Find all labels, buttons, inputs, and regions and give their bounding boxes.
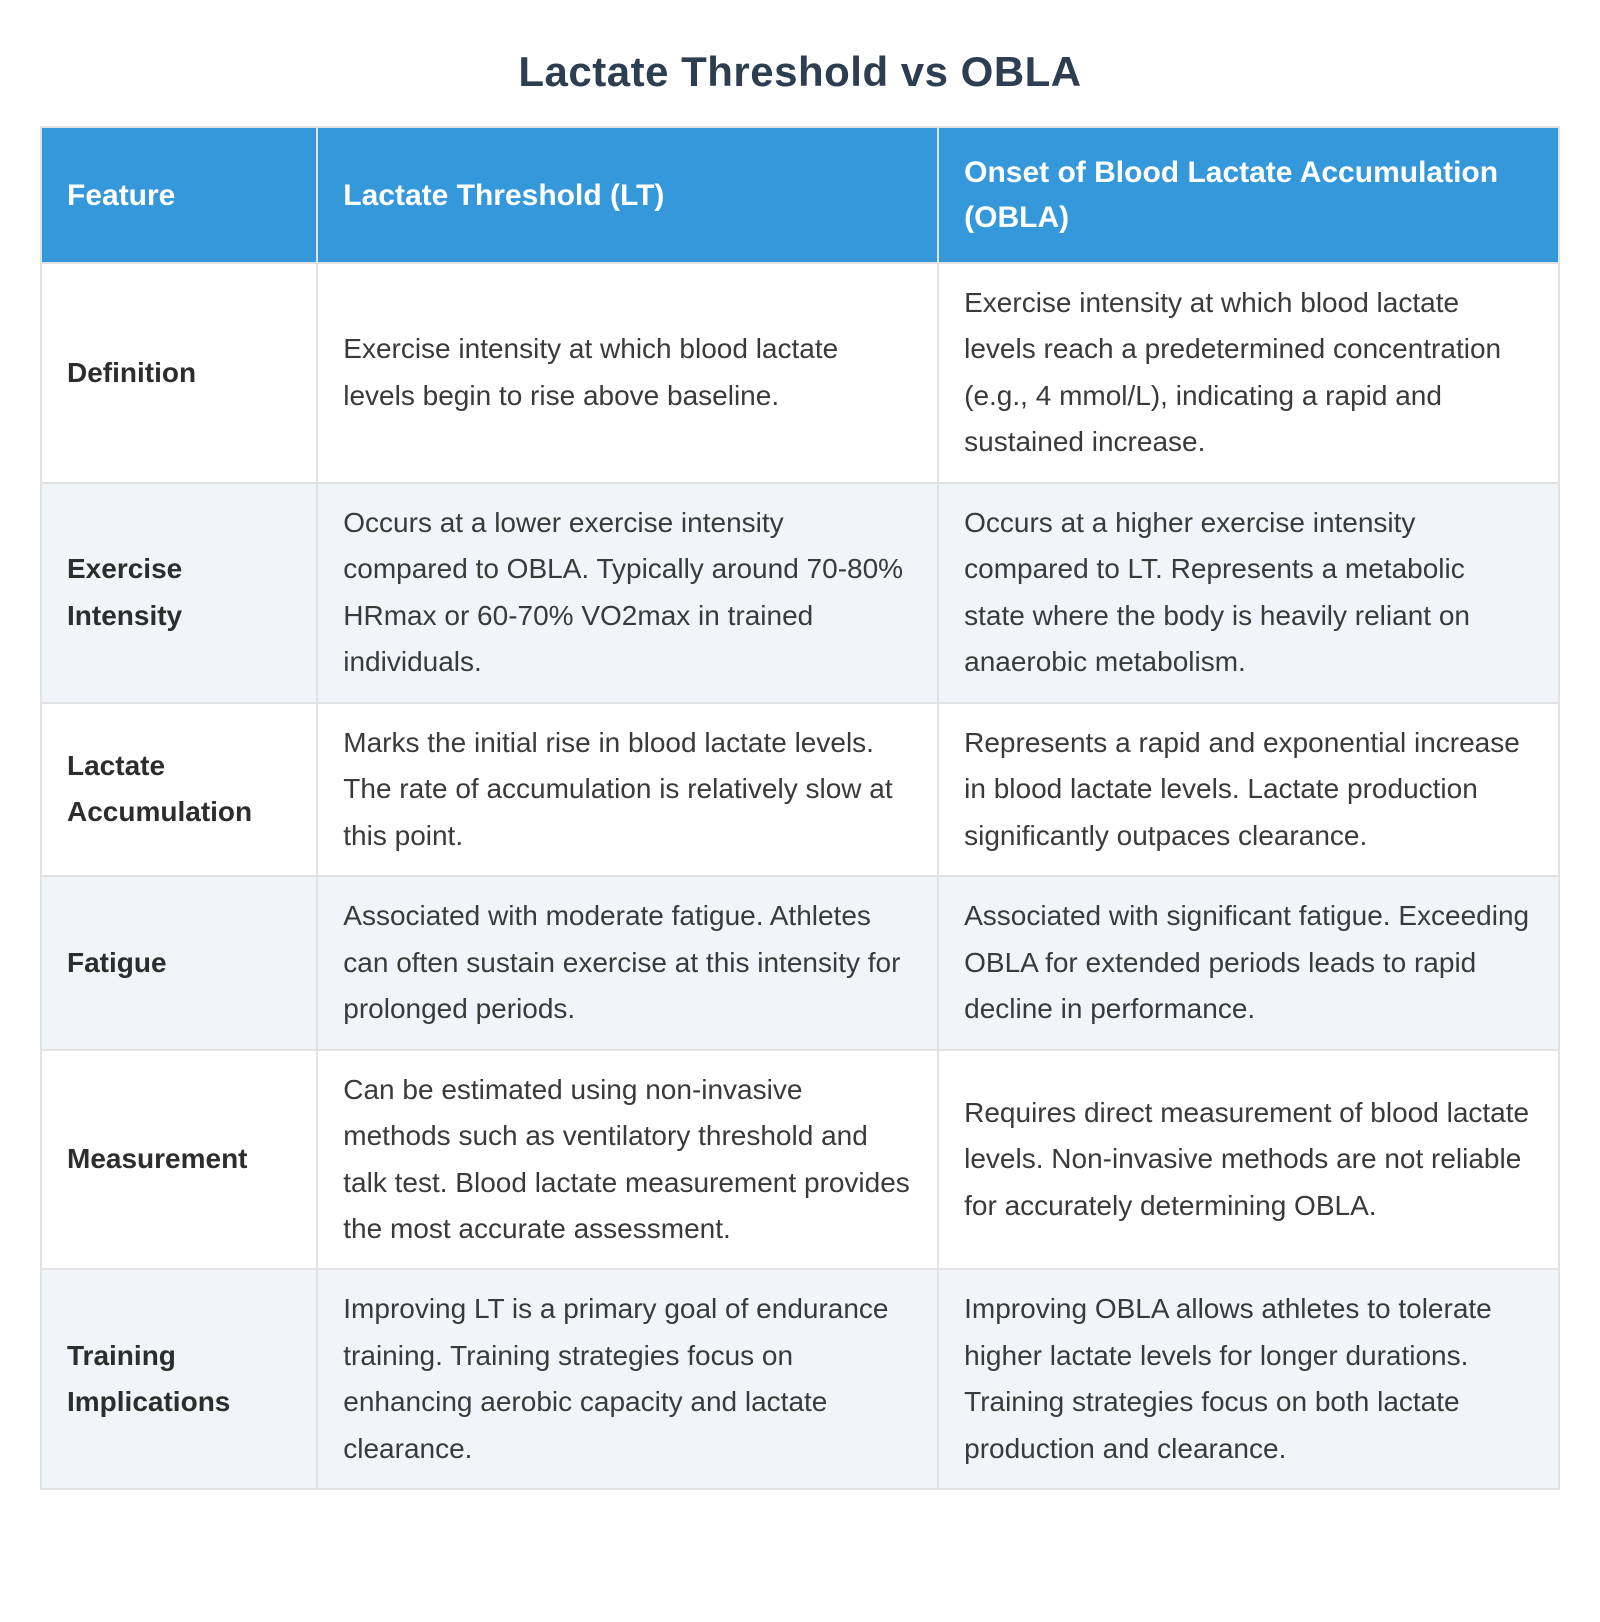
- feature-cell: Definition: [41, 263, 317, 483]
- header-row: [41, 127, 1559, 263]
- table-row: [41, 263, 1559, 483]
- table-row: [41, 1269, 1559, 1489]
- column-header-lt: Lactate Threshold (LT): [317, 127, 938, 263]
- page-title: Lactate Threshold vs OBLA: [518, 48, 1082, 95]
- feature-cell: Training Implications: [41, 1269, 317, 1489]
- lt-cell: Exercise intensity at which blood lactate levels begin to rise above baseline.: [317, 263, 938, 483]
- feature-cell: Exercise Intensity: [41, 483, 317, 703]
- obla-cell: Represents a rapid and exponential increase in blood lactate levels. Lactate production significantly outpaces clearance.: [938, 703, 1559, 876]
- obla-cell: Requires direct measurement of blood lactate levels. Non-invasive methods are not reliable for accurately determining OBLA.: [938, 1050, 1559, 1270]
- lt-cell: Occurs at a lower exercise intensity compared to OBLA. Typically around 70-80% HRmax or 60-70% VO2max in trained individuals.: [317, 483, 938, 703]
- obla-cell: Associated with significant fatigue. Exceeding OBLA for extended periods leads to rapid decline in performance.: [938, 876, 1559, 1049]
- feature-cell: Fatigue: [41, 876, 317, 1049]
- table-row: [41, 1050, 1559, 1270]
- table-header: [41, 127, 1559, 263]
- table-row: [41, 483, 1559, 703]
- lt-cell: Improving LT is a primary goal of endurance training. Training strategies focus on enhancing aerobic capacity and lactate clearance.: [317, 1269, 938, 1489]
- obla-cell: Improving OBLA allows athletes to tolerate higher lactate levels for longer durations. Training strategies focus on both lactate production and clearance.: [938, 1269, 1559, 1489]
- obla-cell: Occurs at a higher exercise intensity compared to LT. Represents a metabolic state where the body is heavily reliant on anaerobic metabolism.: [938, 483, 1559, 703]
- table-row: [41, 703, 1559, 876]
- feature-cell: Lactate Accumulation: [41, 703, 317, 876]
- comparison-table: [40, 126, 1560, 1490]
- lt-cell: Can be estimated using non-invasive methods such as ventilatory threshold and talk test. Blood lactate measurement provides the most accurate assessment.: [317, 1050, 938, 1270]
- lt-cell: Marks the initial rise in blood lactate levels. The rate of accumulation is relatively slow at this point.: [317, 703, 938, 876]
- obla-cell: Exercise intensity at which blood lactate levels reach a predetermined concentration (e.g., 4 mmol/L), indicating a rapid and sustained increase.: [938, 263, 1559, 483]
- column-header-obla: Onset of Blood Lactate Accumulation (OBLA): [938, 127, 1559, 263]
- table-body: [41, 263, 1559, 1489]
- feature-cell: Measurement: [41, 1050, 317, 1270]
- column-header-feature: Feature: [41, 127, 317, 263]
- table-row: [41, 876, 1559, 1049]
- lt-cell: Associated with moderate fatigue. Athletes can often sustain exercise at this intensity for prolonged periods.: [317, 876, 938, 1049]
